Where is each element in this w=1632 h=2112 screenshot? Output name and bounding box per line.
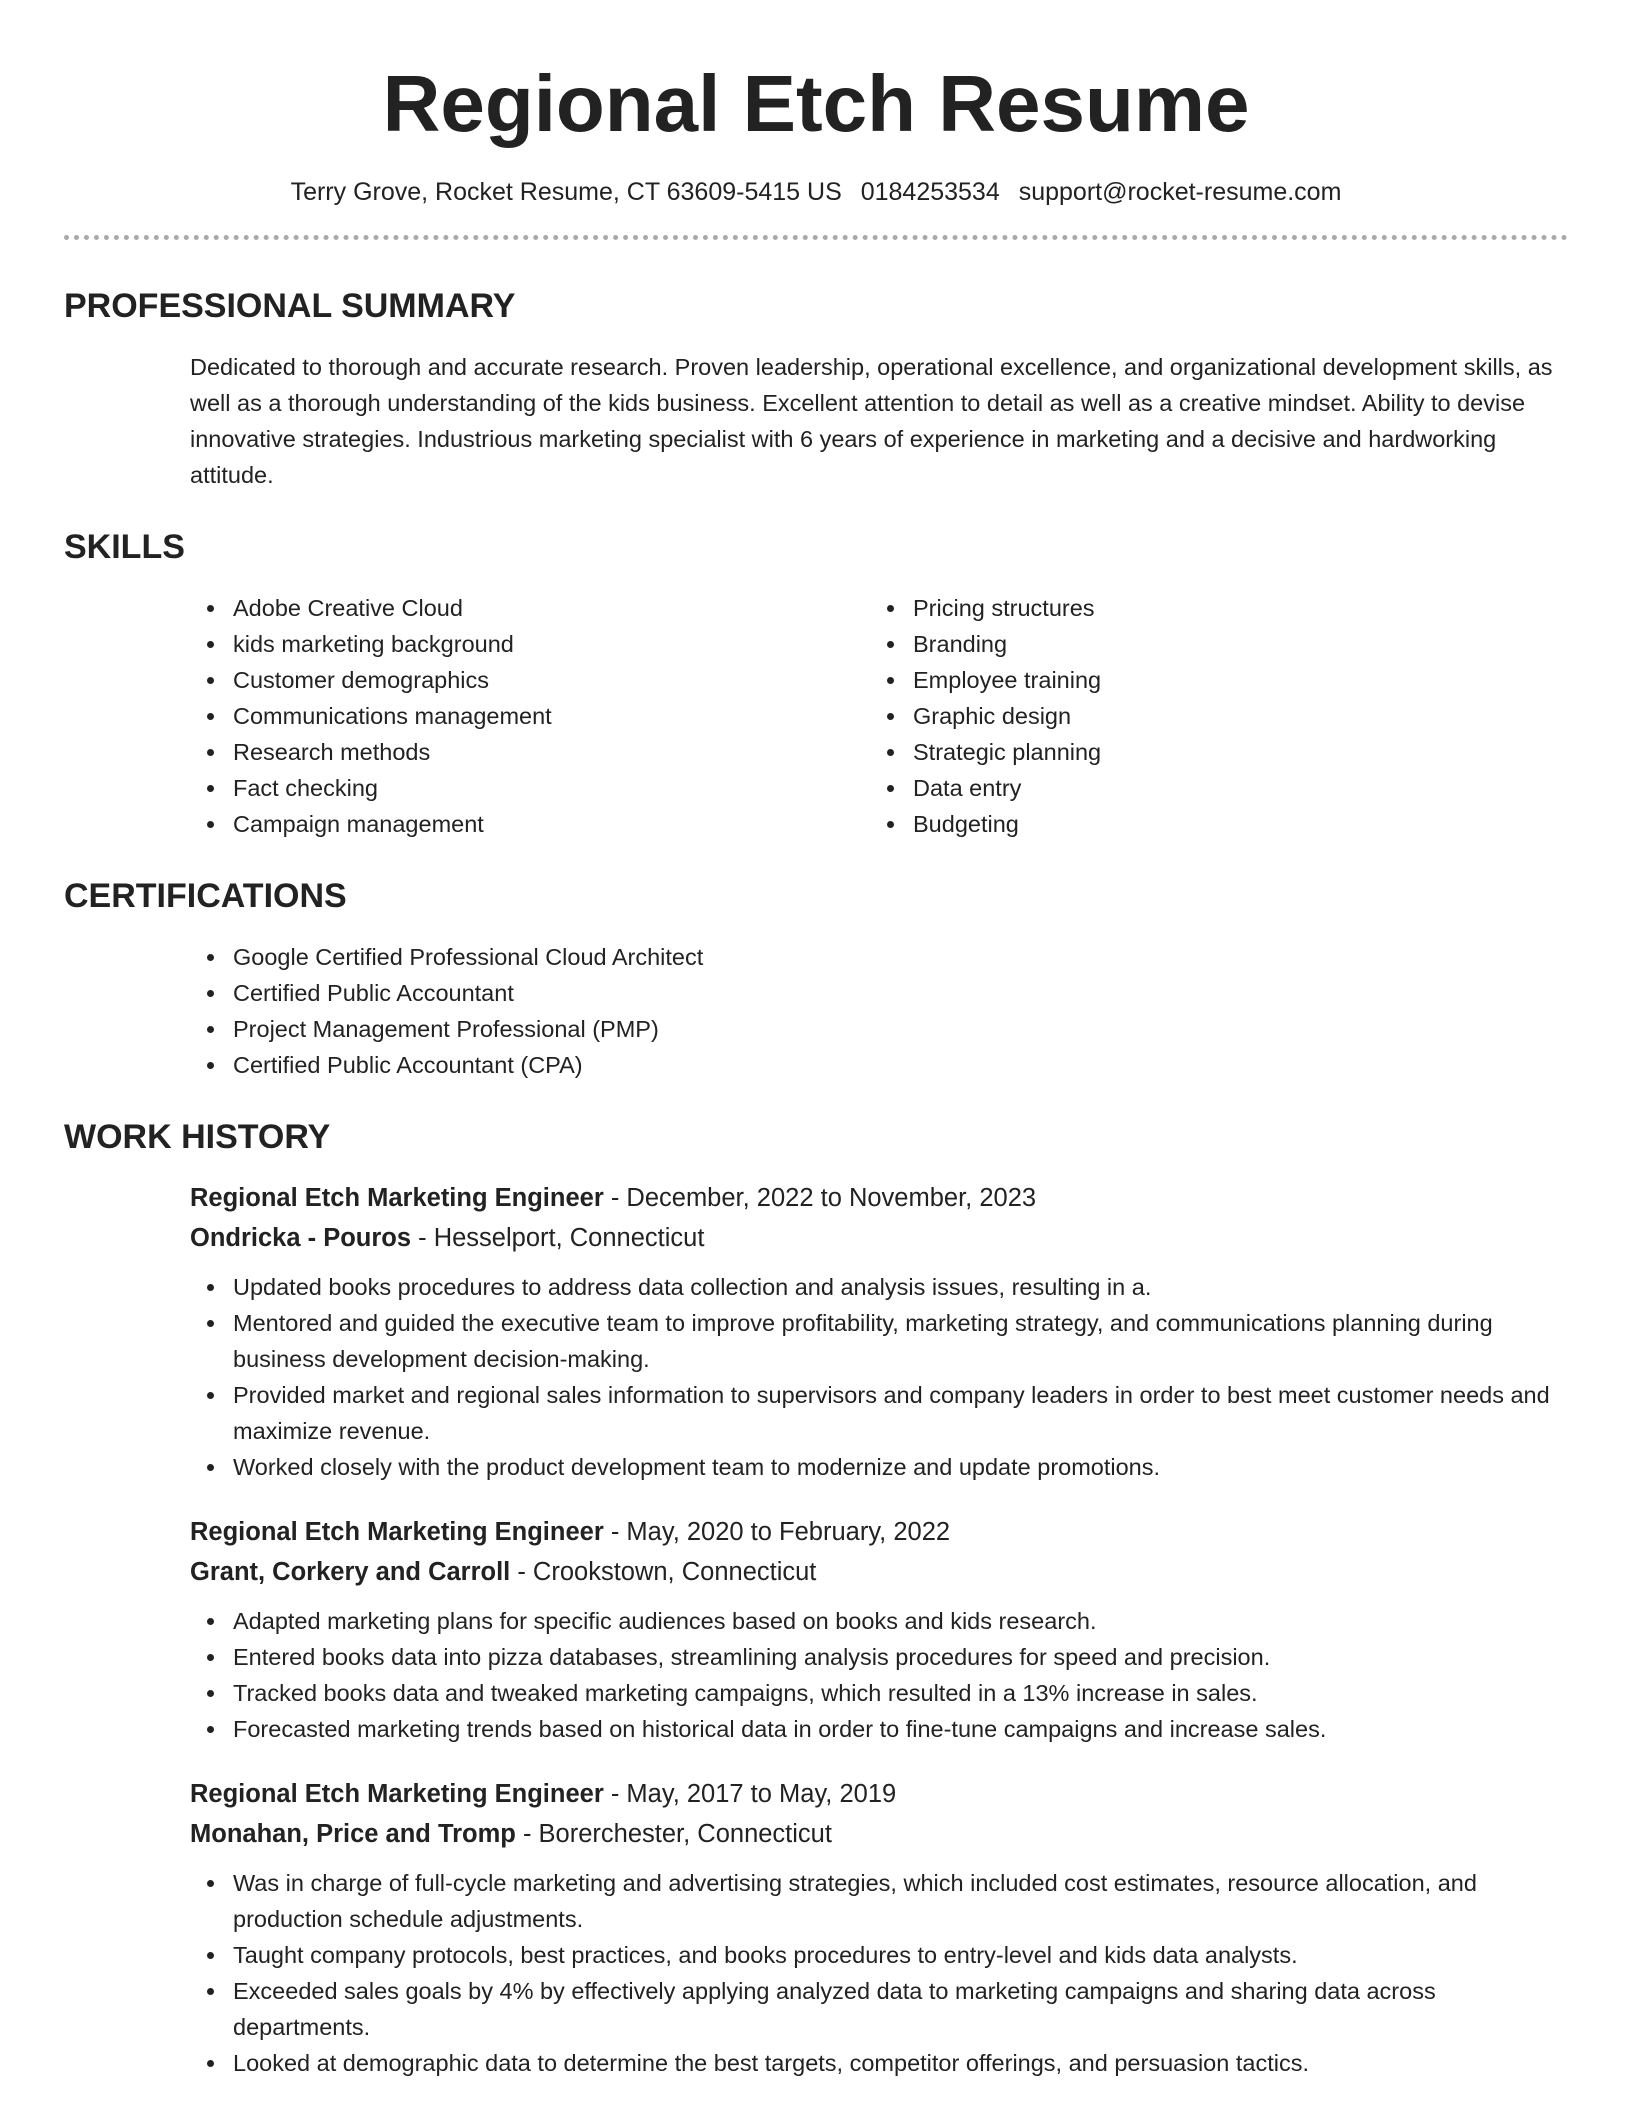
certifications-section bbox=[190, 939, 1568, 1083]
job-entry bbox=[190, 1178, 1568, 1485]
job-company-line bbox=[190, 1552, 1568, 1592]
list-item: Updated books procedures to address data collection and analysis issues, resulting in a. bbox=[190, 1269, 1568, 1305]
job-bullets bbox=[190, 1865, 1568, 2081]
list-item: Looked at demographic data to determine the best targets, competitor offerings, and persuasion tactics. bbox=[190, 2045, 1568, 2081]
job-company: Grant, Corkery and Carroll bbox=[190, 1558, 511, 1586]
list-item: Mentored and guided the executive team to improve profitability, marketing strategy, and communications planning during business development decision-making. bbox=[190, 1305, 1568, 1377]
list-item: Entered books data into pizza databases, streamlining analysis procedures for speed and precision. bbox=[190, 1639, 1568, 1675]
job-company: Ondricka - Pouros bbox=[190, 1224, 412, 1252]
contact-line bbox=[64, 178, 1568, 207]
list-item: Research methods bbox=[190, 734, 870, 770]
skills-list-left bbox=[190, 590, 870, 842]
job-title-line bbox=[190, 1512, 1568, 1552]
list-item: Google Certified Professional Cloud Architect bbox=[190, 939, 1568, 975]
job-location: - Borerchester, Connecticut bbox=[515, 1820, 832, 1848]
list-item: Was in charge of full-cycle marketing and advertising strategies, which included cost estimates, resource allocation, and production schedule adjustments. bbox=[190, 1865, 1568, 1937]
list-item: Strategic planning bbox=[870, 734, 1550, 770]
list-item: Data entry bbox=[870, 770, 1550, 806]
list-item: Certified Public Accountant bbox=[190, 975, 1568, 1011]
summary-section bbox=[190, 349, 1568, 493]
job-dates: - December, 2022 to November, 2023 bbox=[603, 1184, 1037, 1212]
job-bullets bbox=[190, 1603, 1568, 1747]
job-title: Regional Etch Marketing Engineer bbox=[190, 1780, 604, 1808]
list-item: Worked closely with the product development team to modernize and update promotions. bbox=[190, 1449, 1568, 1485]
list-item: Employee training bbox=[870, 662, 1550, 698]
list-item: Adapted marketing plans for specific audiences based on books and kids research. bbox=[190, 1603, 1568, 1639]
job-bullets bbox=[190, 1269, 1568, 1485]
contact-phone: 0184253534 bbox=[860, 178, 1000, 206]
job-company-line bbox=[190, 1814, 1568, 1854]
list-item: Taught company protocols, best practices, and books procedures to entry-level and kids data analysts. bbox=[190, 1937, 1568, 1973]
job-title-line bbox=[190, 1774, 1568, 1814]
summary-heading: PROFESSIONAL SUMMARY bbox=[64, 287, 516, 325]
skills-list-right bbox=[870, 590, 1550, 842]
summary-text: Dedicated to thorough and accurate research. Proven leadership, operational excellence, and organizational development skills, as well as a thorough understanding of the kids business. Excellent attention to detail as well as a creative mindset. Ability to devise innovative strategies. Industrious marketing specialist with 6 years of experience in marketing and a decisive and hardworking attitude. bbox=[190, 354, 1553, 488]
list-item: Adobe Creative Cloud bbox=[190, 590, 870, 626]
list-item: Forecasted marketing trends based on historical data in order to fine-tune campaigns and increase sales. bbox=[190, 1711, 1568, 1747]
job-company-line bbox=[190, 1218, 1568, 1258]
job-title-line bbox=[190, 1178, 1568, 1218]
list-item: Budgeting bbox=[870, 806, 1550, 842]
job-entry bbox=[190, 1512, 1568, 1747]
job-location: - Crookstown, Connecticut bbox=[510, 1558, 817, 1586]
job-dates: - May, 2020 to February, 2022 bbox=[603, 1518, 951, 1546]
list-item: Branding bbox=[870, 626, 1550, 662]
list-item: Project Management Professional (PMP) bbox=[190, 1011, 1568, 1047]
contact-email: support@rocket-resume.com bbox=[1018, 178, 1342, 206]
work-history-heading: WORK HISTORY bbox=[64, 1118, 331, 1156]
job-title: Regional Etch Marketing Engineer bbox=[190, 1518, 604, 1546]
list-item: Tracked books data and tweaked marketing campaigns, which resulted in a 13% increase in sales. bbox=[190, 1675, 1568, 1711]
certifications-list bbox=[190, 939, 1568, 1083]
header-divider bbox=[64, 235, 1568, 240]
list-item: Exceeded sales goals by 4% by effectively applying analyzed data to marketing campaigns and sharing data across departments. bbox=[190, 1973, 1568, 2045]
job-company: Monahan, Price and Tromp bbox=[190, 1820, 516, 1848]
job-entry bbox=[190, 1774, 1568, 2081]
list-item: Campaign management bbox=[190, 806, 870, 842]
job-location: - Hesselport, Connecticut bbox=[411, 1224, 705, 1252]
list-item: Graphic design bbox=[870, 698, 1550, 734]
skills-section bbox=[190, 590, 1568, 842]
list-item: Provided market and regional sales information to supervisors and company leaders in order to best meet customer needs and maximize revenue. bbox=[190, 1377, 1568, 1449]
job-dates: - May, 2017 to May, 2019 bbox=[603, 1780, 897, 1808]
list-item: Customer demographics bbox=[190, 662, 870, 698]
job-title: Regional Etch Marketing Engineer bbox=[190, 1184, 604, 1212]
skills-heading: SKILLS bbox=[64, 528, 185, 566]
contact-address: Terry Grove, Rocket Resume, CT 63609-5415 US bbox=[290, 178, 842, 206]
list-item: kids marketing background bbox=[190, 626, 870, 662]
list-item: Communications management bbox=[190, 698, 870, 734]
list-item: Pricing structures bbox=[870, 590, 1550, 626]
certifications-heading: CERTIFICATIONS bbox=[64, 877, 347, 915]
list-item: Fact checking bbox=[190, 770, 870, 806]
list-item: Certified Public Accountant (CPA) bbox=[190, 1047, 1568, 1083]
resume-title: Regional Etch Resume bbox=[382, 59, 1250, 148]
